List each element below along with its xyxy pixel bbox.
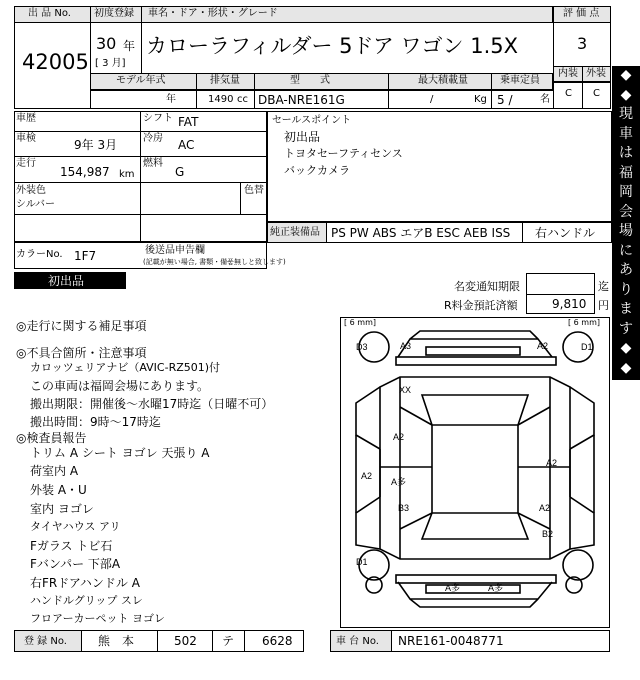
displacement-label: 排気量 <box>210 75 240 86</box>
color-change-label: 色替 <box>244 185 264 196</box>
interior-label: 内装 <box>558 68 578 79</box>
shift-label: シフト <box>143 113 173 124</box>
max-load-label: 最大積載量 <box>418 75 468 86</box>
fuel-label: 燃料 <box>143 158 163 169</box>
location-banner: ◆ ◆ 現 車 は 福 岡 会 場 に あ り ま す ◆ ◆ <box>612 66 640 380</box>
defect-line: この車両は福岡会場にあります。 <box>30 379 210 393</box>
fuel: G <box>175 165 185 179</box>
tire-depth-right: [ 6 mm] <box>568 318 601 327</box>
type: DBA-NRE161G <box>258 93 345 107</box>
inspector-line: 右FRドアハンドル A <box>30 576 140 590</box>
max-load: / <box>430 94 434 105</box>
sales-point-item: 初出品 <box>284 130 321 144</box>
ext-color: シルバー <box>16 199 56 210</box>
registration-number: 6628 <box>262 634 293 648</box>
tire-depth-left: [ 6 mm] <box>344 318 377 327</box>
capacity-unit: 名 <box>540 94 550 105</box>
lot-no: 42005 <box>22 50 89 74</box>
defect-line: 搬出期限：開催後～水曜17時迄（日曜不可） <box>30 397 274 411</box>
damage-mark: A2 <box>393 432 405 442</box>
first-reg-year: 30 <box>96 34 117 53</box>
chassis-label: 車 台 No. <box>336 636 379 647</box>
damage-mark: D3 <box>356 342 368 352</box>
sales-point-item: トヨタセーフティセンス <box>284 147 403 160</box>
ext-color-label: 外装色 <box>16 185 46 196</box>
chassis-number: NRE161-0048771 <box>398 634 504 648</box>
registration-kana: テ <box>222 634 235 648</box>
damage-mark: A多 <box>488 583 504 593</box>
damage-mark: A2 <box>546 458 558 468</box>
steering: 右ハンドル <box>535 226 596 240</box>
inspector-label: ◎検査員報告 <box>16 431 87 445</box>
equipment-label: 純正装備品 <box>270 227 320 238</box>
equipment-items: PS PW ABS エアB ESC AEB ISS <box>331 226 511 240</box>
damage-mark: A2 <box>539 503 551 513</box>
documents-note: (記載が無い場合, 書類・備품無しと致します) <box>143 258 286 266</box>
registration-office: 熊 本 <box>98 634 135 648</box>
exterior-label: 外装 <box>586 68 606 79</box>
damage-mark: D1 <box>356 557 368 567</box>
inspector-line: Fガラス トビ石 <box>30 539 113 553</box>
inspection: 9年 3月 <box>74 138 118 152</box>
max-load-unit: Kg <box>474 94 487 105</box>
inspector-line: ハンドルグリップ スレ <box>30 594 143 607</box>
grade: 3 <box>577 34 588 53</box>
year-unit: 年 <box>123 39 136 53</box>
defects-label: ◎不具合箇所・注意事項 <box>16 346 147 360</box>
ac: AC <box>178 138 195 152</box>
defect-line: 搬出時間：9時～17時迄 <box>30 415 161 429</box>
first-listing-badge-text: 初出品 <box>48 274 85 288</box>
displacement: 1490 <box>208 94 234 105</box>
inspector-line: トリム A シート ヨゴレ 天張り A <box>30 446 210 460</box>
mileage-unit: km <box>119 169 135 180</box>
damage-mark: A多 <box>391 477 407 487</box>
damage-mark: D1 <box>581 342 593 352</box>
color-no: 1F7 <box>74 249 97 263</box>
change-deadline-label: 名変通知期限 <box>454 280 520 293</box>
lot-no-label: 出 品 No. <box>28 8 71 19</box>
defect-line: カロッツェリアナビ（AVIC-RZ501)付 <box>30 361 221 374</box>
sales-point-item: バックカメラ <box>284 164 350 177</box>
inspection-label: 車検 <box>16 133 36 144</box>
type-label: 型 式 <box>290 75 330 86</box>
recycle-label: R料金預託済額 <box>444 299 518 312</box>
displacement-unit: cc <box>237 94 248 105</box>
history-label: 車歴 <box>16 113 36 124</box>
car-name: カローラフィルダー 5ドア ワゴン 1.5X <box>146 34 519 58</box>
inspector-line: Fバンパー 下部A <box>30 557 121 571</box>
damage-mark: XX <box>399 385 412 395</box>
damage-mark: B3 <box>398 503 410 513</box>
inspector-line: 室内 ヨゴレ <box>30 502 94 516</box>
interior-grade: C <box>565 88 572 99</box>
inspector-line: 荷室内 A <box>30 464 79 478</box>
car-outline-diagram <box>340 317 610 628</box>
damage-mark: A多 <box>445 583 461 593</box>
shift: FAT <box>178 115 199 129</box>
car-name-label: 車名・ドア・形状・グレード <box>148 8 278 19</box>
capacity: 5 / <box>497 93 513 107</box>
change-deadline-field <box>526 273 595 295</box>
damage-mark: A3 <box>400 341 412 351</box>
mileage-label: 走行 <box>16 158 36 169</box>
mileage: 154,987 <box>60 165 110 179</box>
documents-label: 後送品申告欄 <box>145 245 205 256</box>
ac-label: 冷房 <box>143 133 163 144</box>
damage-mark: A2 <box>537 341 549 351</box>
inspector-line: タイヤハウス アリ <box>30 520 121 533</box>
model-year-unit: 年 <box>166 94 176 105</box>
first-reg-month: [ 3 月] <box>95 58 126 69</box>
supplement-label: ◎走行に関する補足事項 <box>16 319 147 333</box>
sales-points-label: セールスポイント <box>272 115 352 126</box>
damage-mark: B2 <box>542 529 554 539</box>
color-no-label: カラーNo. <box>16 249 63 260</box>
grade-label: 評 価 点 <box>563 8 600 19</box>
model-year-label: モデル年式 <box>116 75 166 86</box>
registration-class: 502 <box>174 634 197 648</box>
registration-label: 登 録 No. <box>24 636 67 647</box>
recycle-value: 9,810 <box>552 297 587 311</box>
recycle-unit: 円 <box>598 299 609 312</box>
damage-mark: A2 <box>361 471 373 481</box>
change-deadline-unit: 迄 <box>598 280 609 293</box>
inspector-line: フロアーカーペット ヨゴレ <box>30 612 165 625</box>
first-reg-label: 初度登録 <box>94 8 134 19</box>
capacity-label: 乗車定員 <box>500 75 540 86</box>
inspector-line: 外装 A・U <box>30 483 87 497</box>
exterior-grade: C <box>593 88 600 99</box>
